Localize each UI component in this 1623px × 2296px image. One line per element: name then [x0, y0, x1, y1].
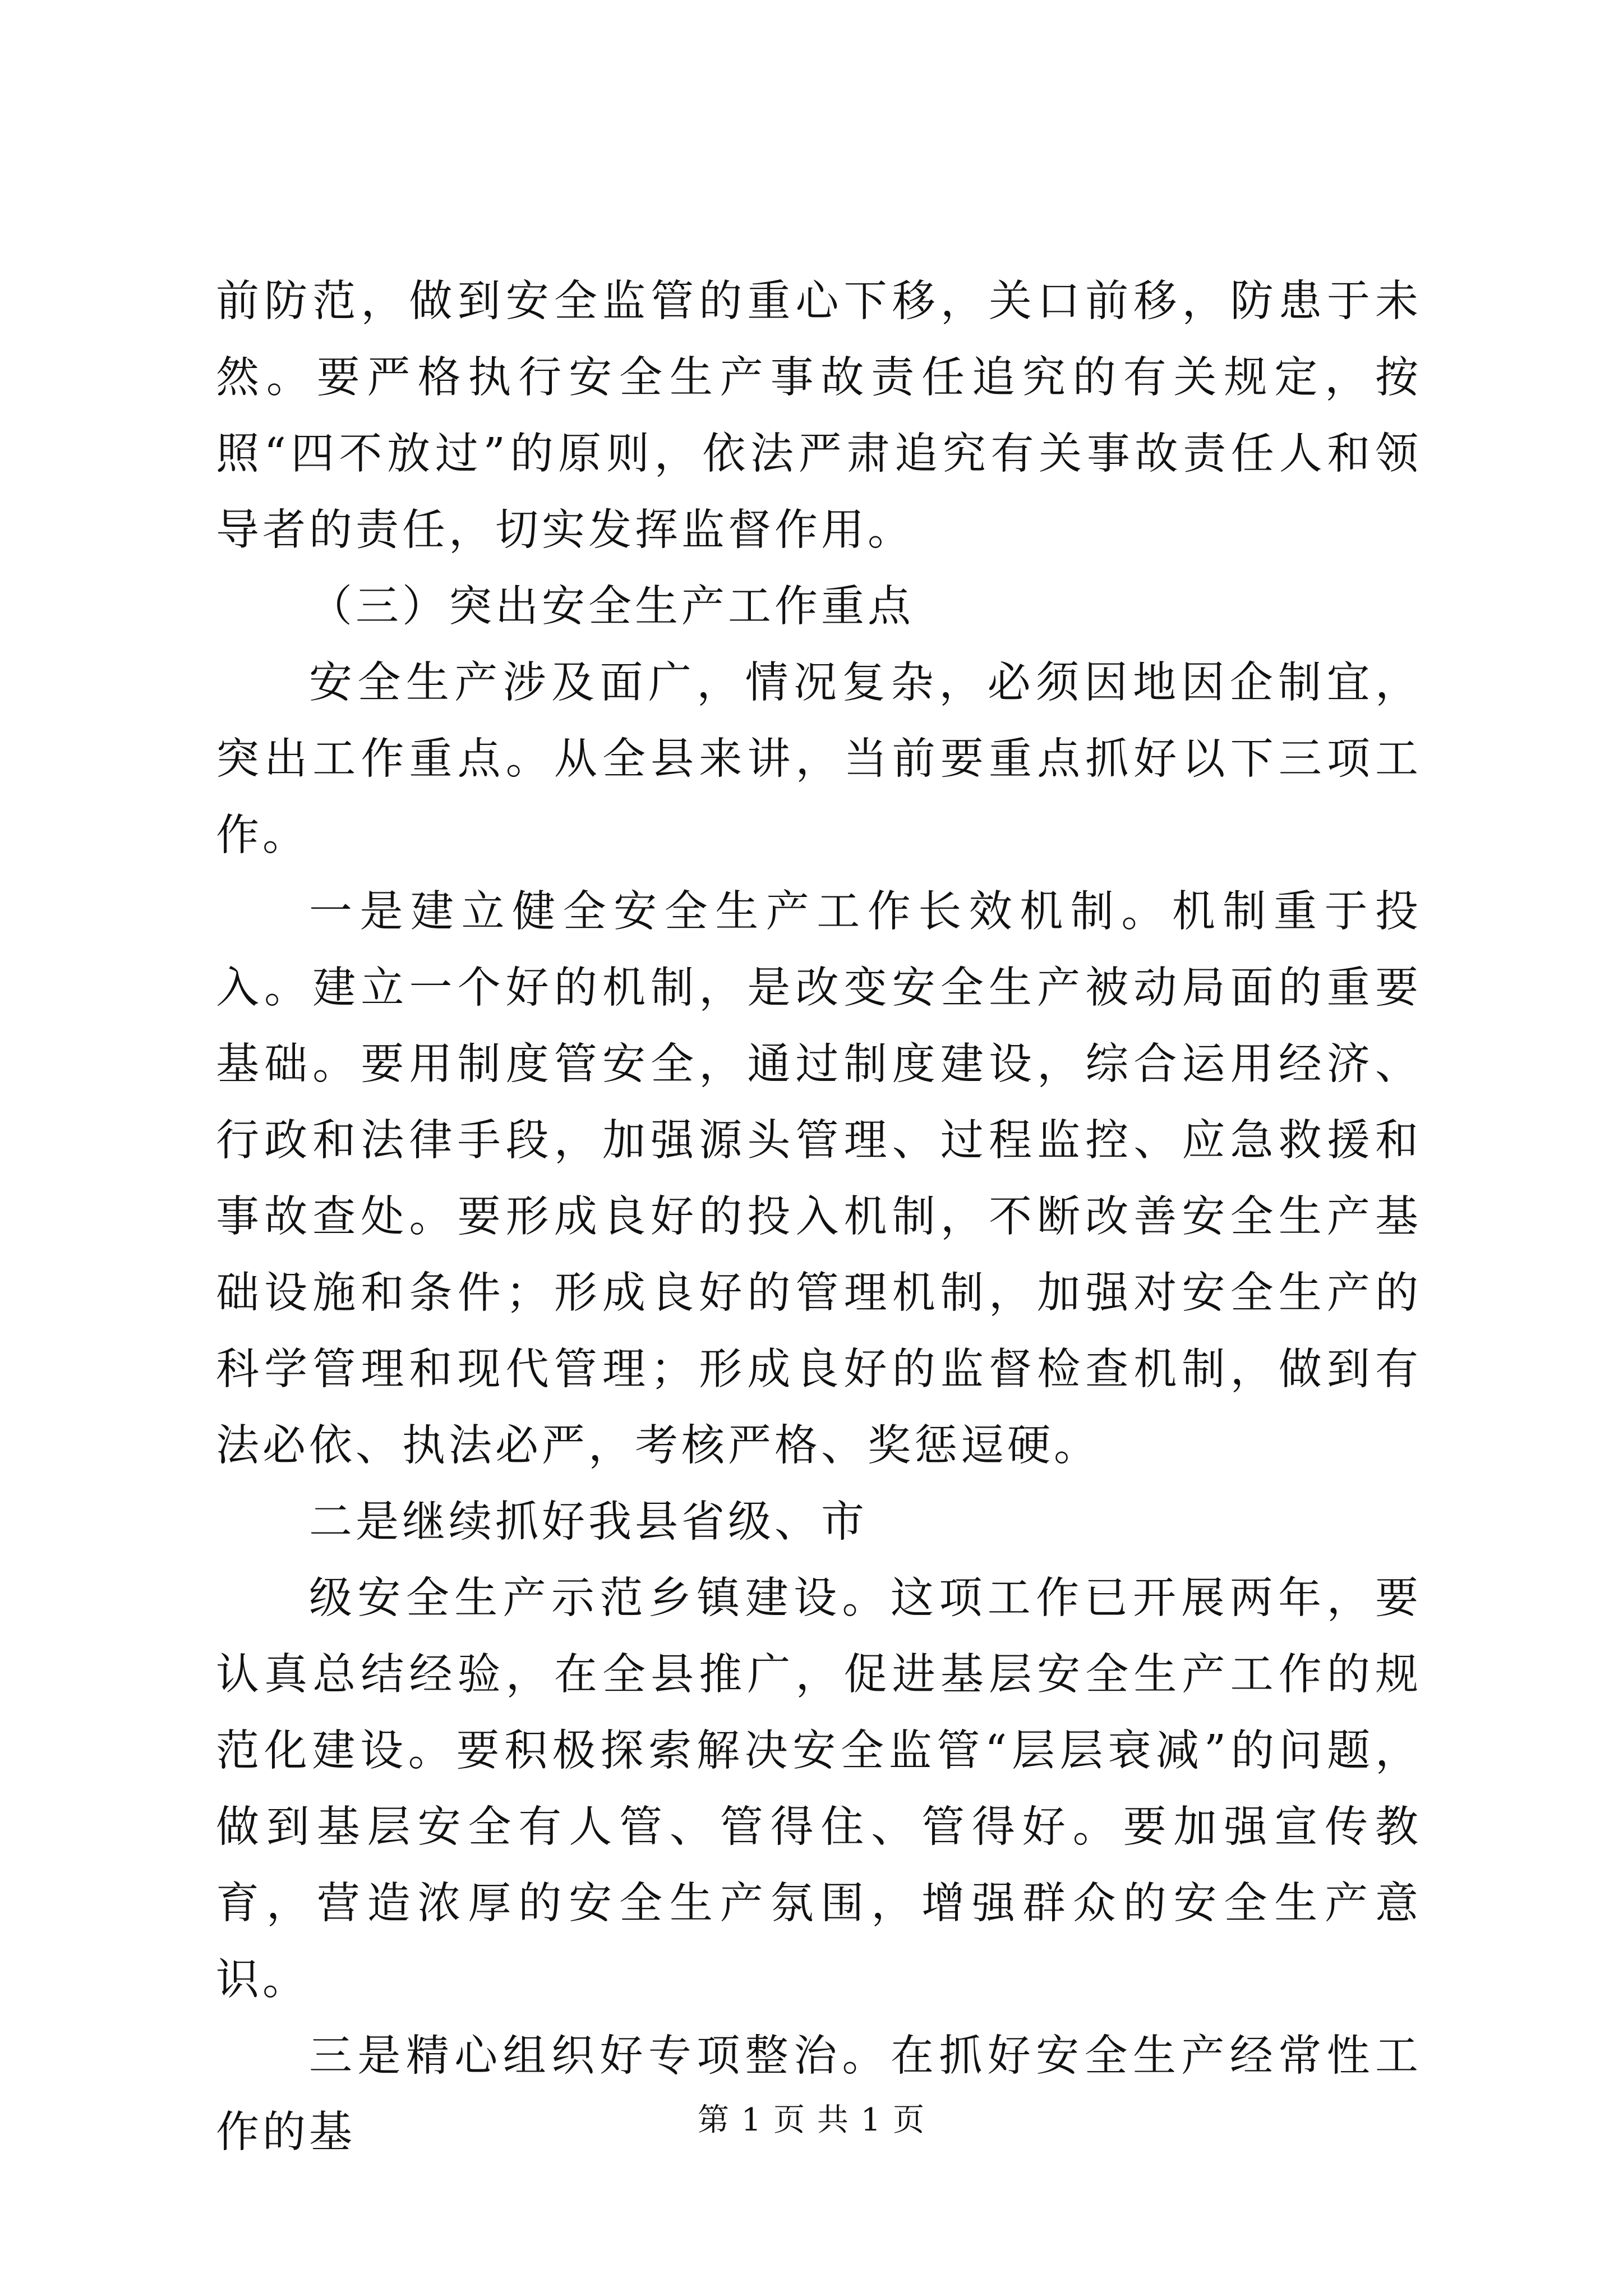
paragraph-special-rectification: 三是精心组织好专项整治。在抓好安全生产经常性工作的基 [216, 2031, 1422, 2157]
section-heading-work-focus: （三）突出安全生产工作重点 [309, 582, 914, 632]
paragraph-long-term-mechanism: 一是建立健全安全生产工作长效机制。机制重于投入。建立一个好的机制，是改变安全生产被动局面的重要基础。要用制度管安全，通过制度建设，综合运用经济、行政和法律手段，加强源头管理、过程监控、应急救援和事故查处。要形成良好的投入机制，不断改善安全生产基础设施和条件；形成良好的管理机制，加强对安全生产的科学管理和现代管理；形成良好的监督检查机制，做到有法必依、执法必严，考核严格、奖惩逗硬。 [216, 887, 1422, 1471]
paragraph-work-focus-intro: 安全生产涉及面广，情况复杂，必须因地因企制宜，突出工作重点。从全县来讲，当前要重点抓好以下三项工作。 [216, 658, 1422, 861]
paragraph-demonstration-towns-start: 二是继续抓好我县省级、市 [309, 1497, 868, 1547]
document-body [216, 264, 1422, 2171]
paragraph-prevention-continuation: 前防范，做到安全监管的重心下移，关口前移，防患于未然。要严格执行安全生产事故责任追究的有关规定，按照“四不放过”的原则，依法严肃追究有关事故责任人和领导者的责任，切实发挥监督作用。 [216, 277, 1422, 555]
paragraph-demonstration-towns: 级安全生产示范乡镇建设。这项工作已开展两年，要认真总结经验，在全县推广，促进基层安全生产工作的规范化建设。要积极探索解决安全监管“层层衰减”的问题，做到基层安全有人管、管得住、管得好。要加强宣传教育，营造浓厚的安全生产氛围，增强群众的安全生产意识。 [216, 1573, 1422, 2005]
page-number-footer: 第 1 页 共 1 页 [697, 2102, 926, 2138]
